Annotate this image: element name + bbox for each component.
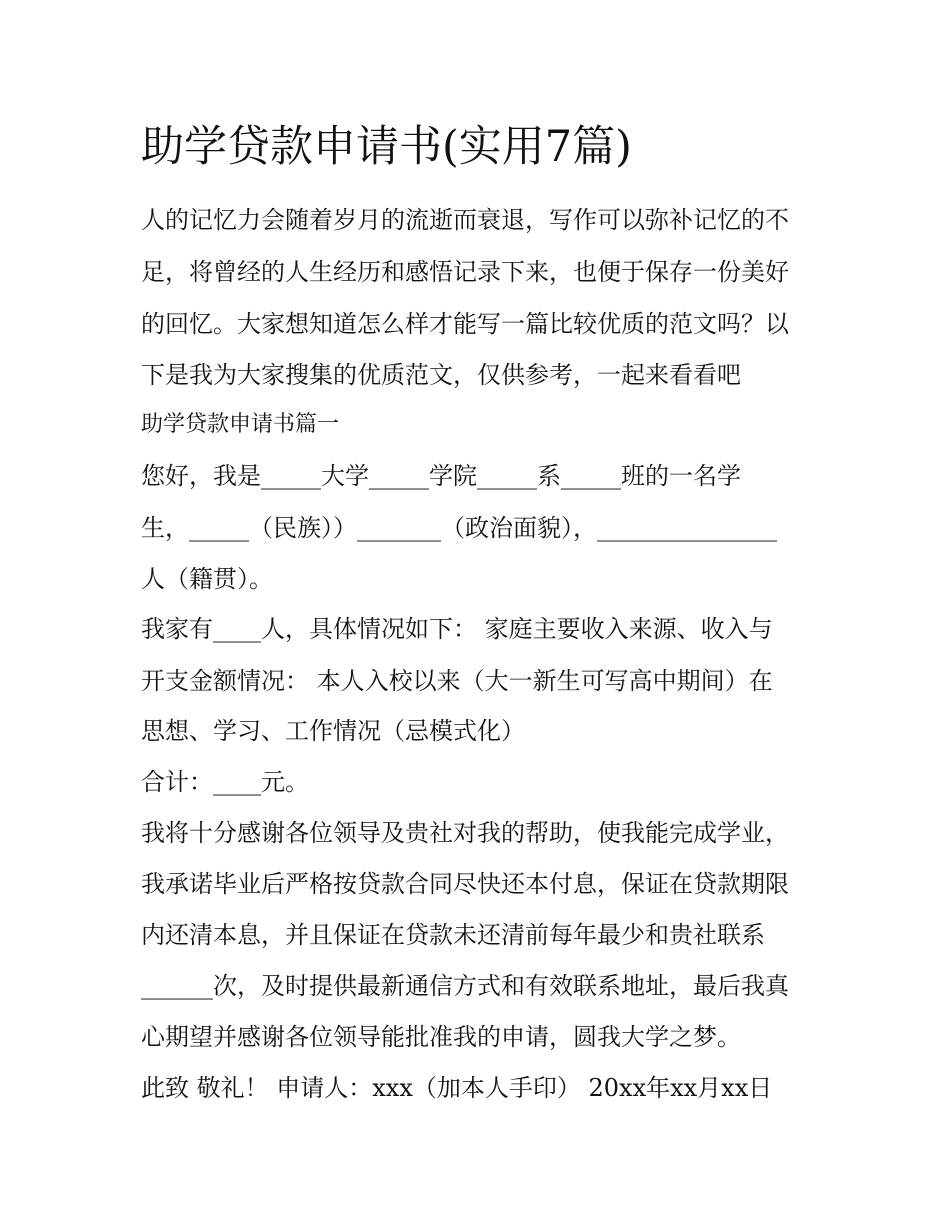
body-line-12: 心期望并感谢各位领导能批准我的申请，圆我大学之梦。 — [141, 1023, 741, 1051]
body-line-2: 生，_____（民族））_______（政治面貌），_______________ — [141, 514, 777, 542]
body-line-10: 内还清本息，并且保证在贷款未还清前每年最少和贵社联系 — [141, 921, 765, 949]
body-line-1: 您好，我是_____大学_____学院_____系_____班的一名学 — [141, 462, 741, 490]
body-line-5: 开支金额情况： 本人入校以来（大一新生可写高中期间）在 — [141, 667, 773, 695]
section-heading: 助学贷款申请书篇一 — [141, 412, 340, 437]
body-line-11: ______次，及时提供最新通信方式和有效联系地址，最后我真 — [141, 972, 789, 1000]
body-line-6: 思想、学习、工作情况（忌模式化） — [141, 717, 525, 745]
document-title: 助学贷款申请书(实用7篇) — [141, 122, 632, 172]
body-line-3: 人（籍贯）。 — [141, 565, 273, 593]
intro-line-3: 的回忆。大家想知道怎么样才能写一篇比较优质的范文吗？以 — [141, 310, 789, 338]
intro-line-1: 人的记忆力会随着岁月的流逝而衰退，写作可以弥补记忆的不 — [141, 206, 789, 234]
body-line-8: 我将十分感谢各位领导及贵社对我的帮助，使我能完成学业， — [141, 819, 789, 847]
intro-line-2: 足，将曾经的人生经历和感悟记录下来，也便于保存一份美好 — [141, 258, 789, 286]
closing-line: 此致 敬礼！ 申请人：xxx（加本人手印） 20xx年xx月xx日 — [141, 1074, 773, 1102]
body-line-4: 我家有____人，具体情况如下： 家庭主要收入来源、收入与 — [141, 615, 773, 643]
body-line-7: 合计：____元。 — [141, 768, 309, 796]
intro-line-4: 下是我为大家搜集的优质范文，仅供参考，一起来看看吧 — [141, 361, 741, 389]
body-line-9: 我承诺毕业后严格按贷款合同尽快还本付息，保证在贷款期限 — [141, 870, 789, 898]
